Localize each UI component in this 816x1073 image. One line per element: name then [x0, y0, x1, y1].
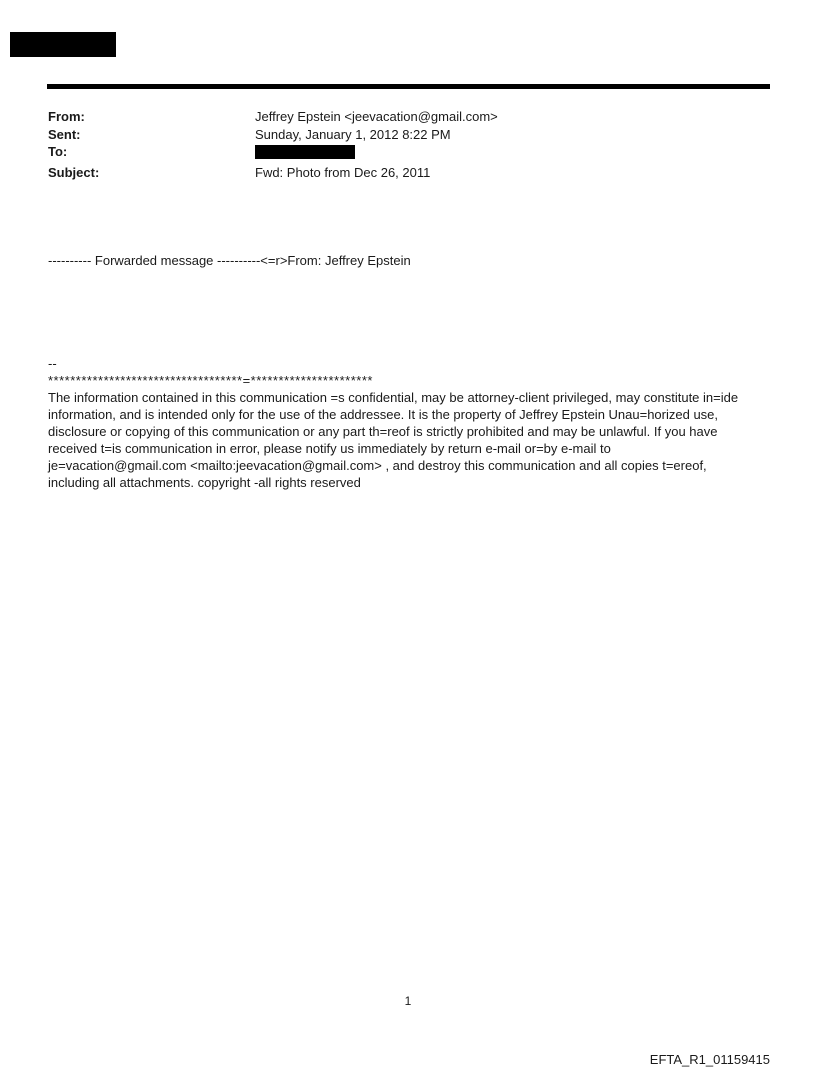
header-row-from: [48, 108, 748, 126]
redaction-bar-top: [10, 32, 116, 57]
subject-value: Fwd: Photo from Dec 26, 2011: [255, 164, 431, 180]
page-number: 1: [404, 994, 412, 1008]
redaction-bar-to: [255, 145, 355, 159]
asterisk-separator-line: ***********************************=**********************: [48, 373, 373, 388]
forwarded-message-line: ---------- Forwarded message ----------<=r>From: Jeffrey Epstein: [48, 253, 411, 268]
sent-label: Sent:: [48, 126, 81, 142]
header-row-subject: [48, 164, 748, 182]
email-body: [48, 252, 748, 491]
subject-label: Subject:: [48, 164, 100, 180]
to-value: [255, 143, 748, 164]
email-header-block: [48, 108, 748, 181]
sent-value: Sunday, January 1, 2012 8:22 PM: [255, 126, 451, 142]
confidentiality-disclaimer: The information contained in this communication =s confidential, may be attorney-client privileged, may constitute in=ide information, and is intended only for the use of the addressee. It is the property of Jeffrey Epstein Unau=horized use, disclosure or copying of this communication or any part th=reof is strictly prohibited and may be unlawful. If you have received t=is communication in error, please notify us immediately by return e-mail or=by e-mail to je=vacation@gmail.com <mailto:jeevacation@gmail.com> , and destroy this communication and all copies t=ereof, including all attachments. copyright -all rights reserved: [48, 390, 739, 490]
from-label: From:: [48, 109, 85, 124]
header-row-to: [48, 143, 748, 164]
from-value: Jeffrey Epstein <jeevacation@gmail.com>: [255, 109, 498, 124]
signature-dashes: --: [48, 356, 57, 371]
to-label: To:: [48, 144, 68, 159]
header-row-sent: [48, 126, 748, 144]
header-divider-rule: [47, 84, 770, 89]
bates-number: EFTA_R1_01159415: [649, 1052, 770, 1067]
